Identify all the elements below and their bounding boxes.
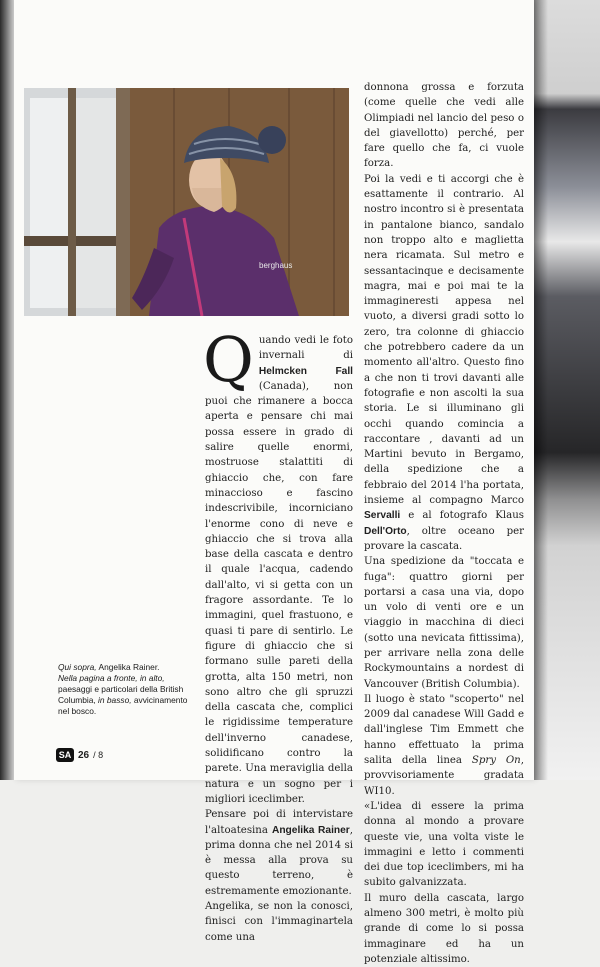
person-name: Dell'Orto [364, 525, 407, 537]
paragraph: donnona grossa e forzuta (come quelle che vedi alle Olimpiadi nel lancio del peso o del giavellotto) perché, per fare quello che fa, ci vuole forza. [364, 82, 524, 170]
person-name: Servalli [364, 510, 401, 522]
paragraph: «L'idea di essere la prima donna al mondo a provare queste vie, una volta viste le immagini e letto i commenti dei due top iceclimbers, mi ha subito galvanizzata. [364, 800, 524, 889]
paragraph: Pensare poi di intervistare l'altoatesina Angelika Rainer, prima donna che nel 2014 si è messa alla prova su questo terreno, è estremamente emozionante. [205, 809, 353, 897]
paragraph: Angelika, se non la conosci, finisci con l'immaginartela come una [205, 900, 353, 943]
jacket-brand-label: berghaus [259, 261, 293, 270]
article-column-middle [203, 323, 353, 945]
page-section: / 8 [93, 750, 104, 760]
page-number [56, 748, 103, 762]
article-column-right [364, 80, 524, 967]
paragraph: Il muro della cascata, largo almeno 300 metri, è molto più grande di come lo si possa immaginare ed ha un potenziale altissimo. [364, 892, 524, 965]
drop-cap: Q [203, 323, 254, 396]
photo-illustration [24, 88, 349, 316]
woman-in-winter-jacket-photo [24, 88, 349, 316]
facing-page-edge [534, 0, 600, 780]
paragraph: Quando vedi le foto invernali di Helmcken Fall (Canada), non puoi che rimanere a bocca aperta e pensare chi mai possa essere in grado di salire quelle enormi, mostruose stalattiti di ghiaccio che, con fare minaccioso e fascino indescrivibile, incorniciano l'enorme cono di neve e ghiaccio che si trova alla base della cascata e dentro il quale l'acqua, cadendo dall'alto, vi si getta con un fragore assordante. Te lo immagini, quel frastuono, e quasi ti pare di sentirlo. Le figure di ghiaccio che si formano sulle pareti della grotta, alta 150 metri, non sono altro che gli spruzzi della cascata che, complici le rigidissime temperature dell'inverno canadese, solidificano contro la parete. Una meraviglia della natura e un sogno per i migliori iceclimber. [203, 323, 353, 805]
paragraph: Poi la vedi e ti accorgi che è esattamente il contrario. Al nostro incontro si è presentata in pantalone bianco, sandalo non troppo alto e maglietta nera ricamata. Sul metro e sessantacinque e decisamente magra, mai e poi mai te la immagineresti appesa nel vuoto, a diversi gradi sotto lo zero, tra colonne di ghiaccio che potrebbero cadere da un momento all'altro. Questo fino a che non ti trovi davanti alle fotografie e non ascolti la sua storia. Le si illuminano gli occhi quando comincia a raccontare , davanti ad un Martini bevuto in Bergamo, della spedizione che a febbraio del 2014 l'ha portata, insieme al compagno Marco Servalli e al fotografo Klaus Dell'Orto, oltre oceano per provare la cascata. [364, 173, 524, 552]
magazine-logo-icon: SA [56, 748, 74, 762]
place-name: Helmcken Fall [258, 365, 353, 377]
person-name: Angelika Rainer [271, 824, 350, 836]
paragraph: Il luogo è stato "scoperto" nel 2009 dal canadese Will Gadd e dall'inglese Tim Emmett che hanno effettuato la prima salita della linea Spry On, provvisoriamente gradata WI10. [364, 693, 524, 797]
page-number-value: 26 [78, 749, 90, 761]
binding-shadow [0, 0, 14, 780]
photo-caption: Qui sopra, Angelika Rainer. Nella pagina a fronte, in alto, paesaggi e particolari della British Columbia, in basso, avvicinamento nel bosco. [58, 662, 188, 716]
route-name: Spry On [471, 755, 521, 767]
paragraph: Una spedizione da "toccata e fuga": quattro giorni per portarsi a casa una via, dopo un volo di venti ore e un viaggio in macchina di dieci (sotto una nevicata fittissima), per arrivare nella zona delle Rockymountains a nordest di Vancouver (British Columbia). [364, 556, 524, 690]
